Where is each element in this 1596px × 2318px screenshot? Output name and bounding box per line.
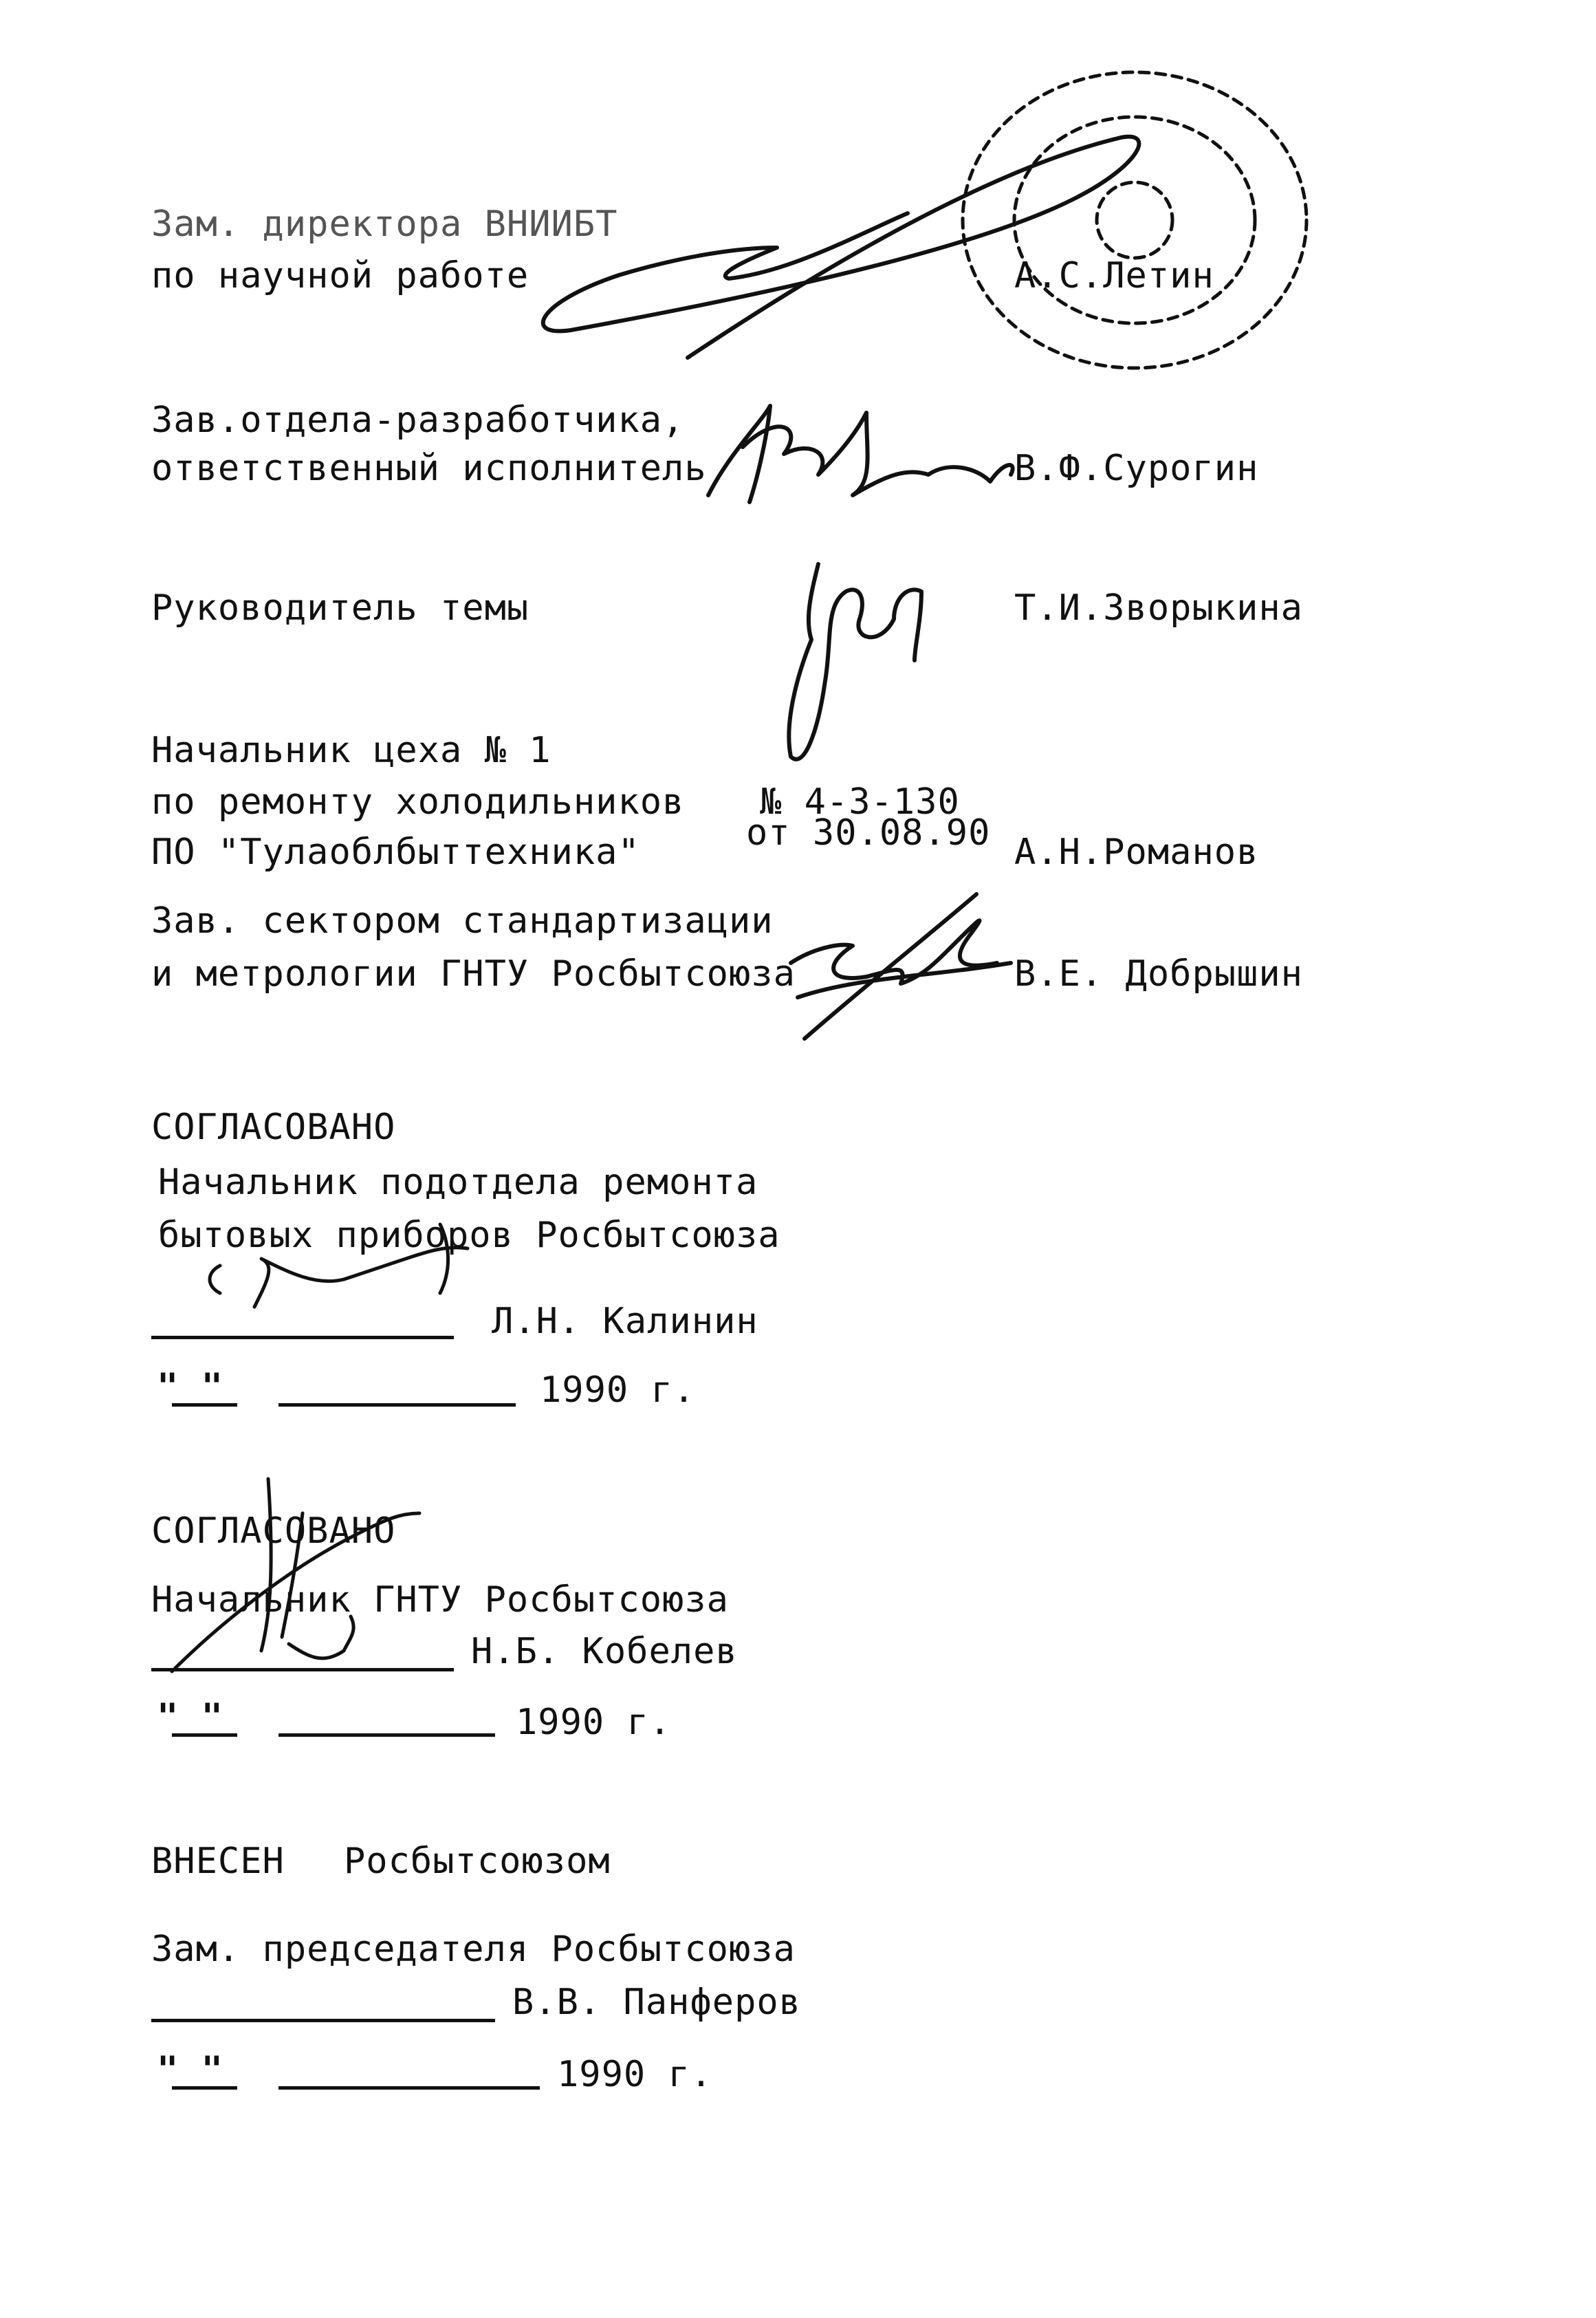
stamp-center bbox=[1097, 182, 1172, 258]
submitted-name: В.В. Панферов bbox=[512, 1982, 801, 2023]
approver-3-name: Т.И.Зворыкина bbox=[1014, 587, 1303, 629]
agreed-1-position-line2: бытовых приборов Росбытсоюза bbox=[158, 1215, 780, 1256]
signature-topic-leader bbox=[789, 564, 921, 759]
signature-agreed-2 bbox=[172, 1479, 419, 1671]
approver-1-title: Зам. директора ВНИИБТ bbox=[151, 204, 618, 245]
submitted-position: Зам. председателя Росбытсоюза bbox=[151, 1929, 796, 1970]
agreed-2-position: Начальник ГНТУ Росбытсоюза bbox=[151, 1579, 729, 1621]
agreed-2-date-day-line bbox=[172, 1733, 237, 1737]
stamp-outer-ring bbox=[963, 72, 1307, 368]
signature-standardization-head bbox=[791, 894, 1011, 1039]
submitted-org: Росбытсоюзом bbox=[344, 1841, 611, 1882]
approver-4-title-line3: ПО "Тулаоблбыттехника" bbox=[151, 832, 640, 873]
approver-1-name: А.С.Летин bbox=[1014, 255, 1214, 296]
approver-5-title: Зав. сектором стандартизации bbox=[151, 900, 774, 942]
approver-4-name: А.Н.Романов bbox=[1014, 832, 1259, 873]
submitted-label: ВНЕСЕН bbox=[151, 1841, 285, 1882]
approver-2-title: Зав.отдела-разработчика, bbox=[151, 400, 685, 441]
approver-4-title: Начальник цеха № 1 bbox=[151, 730, 551, 771]
agreed-1-year: 1990 г. bbox=[540, 1369, 696, 1411]
agreed-1-name: Л.Н. Калинин bbox=[492, 1301, 758, 1342]
agreed-1-signature-line bbox=[151, 1336, 454, 1339]
agreed-2-name: Н.Б. Кобелев bbox=[471, 1631, 738, 1672]
approver-4-title-line2: по ремонту холодильников bbox=[151, 781, 685, 823]
submitted-signature-line bbox=[151, 2019, 495, 2022]
agreed-1-date-quotes: " " bbox=[157, 1366, 223, 1407]
reference-date: от 30.08.90 bbox=[746, 812, 991, 854]
round-stamp bbox=[963, 72, 1307, 368]
approver-5-title-line2: и метрологии ГНТУ Росбытсоюза bbox=[151, 953, 796, 995]
agreed-2-year: 1990 г. bbox=[516, 1702, 672, 1743]
approver-2-title-line2: ответственный исполнитель bbox=[151, 448, 707, 489]
submitted-date-quotes: " " bbox=[157, 2049, 223, 2090]
agreed-2-date-quotes: " " bbox=[157, 1696, 223, 1737]
signature-deputy-director bbox=[543, 137, 1139, 358]
submitted-date-month-line bbox=[278, 2086, 540, 2090]
approver-5-name: В.Е. Добрышин bbox=[1014, 953, 1303, 995]
agreed-2-signature-line bbox=[151, 1668, 454, 1671]
agreed-2-heading: СОГЛАСОВАНО bbox=[151, 1510, 396, 1552]
agreed-1-date-month-line bbox=[278, 1403, 516, 1407]
signature-department-head bbox=[708, 406, 1013, 502]
agreed-1-position: Начальник подотдела ремонта bbox=[158, 1162, 758, 1203]
submitted-date-day-line bbox=[172, 2086, 237, 2090]
submitted-year: 1990 г. bbox=[557, 2054, 713, 2095]
reference-number: № 4-3-130 bbox=[760, 781, 960, 823]
approver-1-title-line2: по научной работе bbox=[151, 255, 529, 296]
approver-3-title: Руководитель темы bbox=[151, 587, 529, 629]
agreed-2-date-month-line bbox=[278, 1733, 495, 1737]
agreed-1-date-day-line bbox=[172, 1403, 237, 1407]
agreed-1-heading: СОГЛАСОВАНО bbox=[151, 1107, 396, 1148]
approver-2-name: В.Ф.Сурогин bbox=[1014, 448, 1259, 489]
